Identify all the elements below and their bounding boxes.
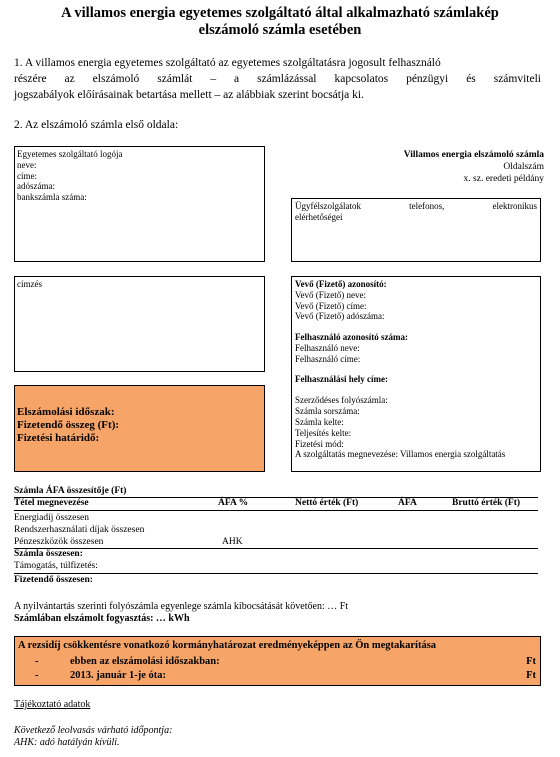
completion-date-label: Teljesítés kelte: [295,427,352,438]
address-label: címzés [17,279,42,289]
vat-row-system-fees: Rendszerhasználati díjak összesen [14,525,145,535]
savings-box [14,636,541,686]
supplier-bank-label: bankszámla száma: [17,192,87,203]
vat-col-gross: Bruttó érték (Ft) [452,498,521,508]
document-subtitle: elszámoló számla esetében [198,22,362,38]
savings-title: A rezsidíj csökkentésre vonatkozó kormányhatározat eredményeképpen az Ön megtakarítása [18,640,437,651]
vat-payable-label: Fizetendő összesen: [14,575,93,585]
para2: 2. Az elszámoló számla első oldala: [14,119,179,131]
vat-payable-rule [14,573,538,574]
buyer-details-box [291,276,541,472]
page-number-label: Oldalszám [503,162,544,172]
ahk-note: AHK: adó hatályán kívüli. [14,737,120,748]
invoice-type-title: Villamos energia elszámoló számla [403,150,544,160]
vat-col-net: Nettó érték (Ft) [295,498,359,508]
contract-label: Szerződéses folyószámla: [295,395,388,406]
payment-method-label: Fizetési mód: [295,438,344,449]
vat-col-vat: ÁFA [398,498,417,508]
savings-dash-1: - [35,656,39,667]
customer-service-word2: telefonos, [409,201,445,211]
vat-col-item: Tétel megnevezése [14,498,89,508]
next-reading-note: Következő leolvasás várható időpontja: [14,725,173,736]
customer-service-line1 [295,201,537,212]
customer-service-word1: Ügyfélszolgálatok [295,201,361,211]
vat-support-label: Támogatás, túlfizetés: [14,561,98,571]
para1-line3: jogszabályok előírásainak betartása mellett – az alábbiak szerint bocsátja ki. [14,89,364,101]
supplier-logo-label: Egyetemes szolgáltató logója [17,149,123,159]
supplier-name-label: neve: [17,159,37,170]
user-name-label: Felhasználó neve: [295,342,360,353]
supplier-box [14,146,265,262]
document-title: A villamos energia egyetemes szolgáltató által alkalmazható számlakép [61,5,499,21]
para1-line1 [14,56,541,71]
vat-row-funds: Pénzeszközök összesen [14,537,104,547]
savings-unit-2: Ft [526,670,536,681]
buyer-id-label: Vevő (Fizető) azonosító: [295,279,387,289]
vat-summary-title: Számla ÁFA összesítője (Ft) [14,486,127,496]
vat-header-bottom-rule [14,510,538,511]
payment-summary-box [14,385,265,472]
service-description: A szolgáltatás megnevezése: Villamos energia szolgáltatás [295,449,506,460]
customer-service-box [291,198,541,262]
para1-line1-text: 1. A villamos energia egyetemes szolgáltató az egyetemes szolgáltatásra jogosult felhasználó [14,57,441,69]
site-address-label: Felhasználási hely címe: [295,373,388,384]
savings-item-since-2013: 2013. január 1-je óta: [70,670,167,681]
billing-period-label: Elszámolási időszak: [17,406,115,418]
customer-service-word3: elektronikus [492,201,537,211]
account-balance-line: A nyilvántartás szerinti folyószámla egyenlege számla kibocsátását követően: … Ft [14,601,349,612]
user-id-label: Felhasználó azonosító száma: [295,332,408,343]
vat-total-rule [14,548,538,549]
supplier-address-label: címe: [17,170,37,181]
vat-col-vat-pct: ÁFA % [218,498,249,508]
buyer-name-label: Vevő (Fizető) neve: [295,289,366,300]
info-heading: Tájékoztató adatok [14,699,91,710]
copy-label: x. sz. eredeti példány [463,174,544,184]
savings-item-period: ebben az elszámolási időszakban: [70,656,220,667]
savings-unit-1: Ft [526,656,536,667]
payment-deadline-label: Fizetési határidő: [17,432,100,444]
vat-row-energy: Energiadíj összesen [14,513,90,523]
vat-row-funds-vat: AHK [222,537,243,547]
supplier-tax-label: adószáma: [17,181,55,192]
buyer-tax-label: Vevő (Fizető) adószáma: [295,311,385,322]
invoice-header-right [404,149,544,185]
customer-service-line2: elérhetőségei [295,212,343,222]
user-address-label: Felhasználó címe: [295,353,361,364]
savings-dash-2: - [35,670,39,681]
invoice-number-label: Számla sorszáma: [295,406,360,417]
address-box [14,276,265,372]
buyer-address-label: Vevő (Fizető) címe: [295,300,367,311]
para1-line2: részére az elszámoló számlát – a számlázással kapcsolatos pénzügyi és számviteli [14,73,541,85]
vat-total-label: Számla összesen: [14,549,83,559]
consumption-line: Számlában elszámolt fogyasztás: … kWh [14,613,190,624]
amount-due-label: Fizetendő összeg (Ft): [17,419,120,431]
invoice-date-label: Számla kelte: [295,416,344,427]
